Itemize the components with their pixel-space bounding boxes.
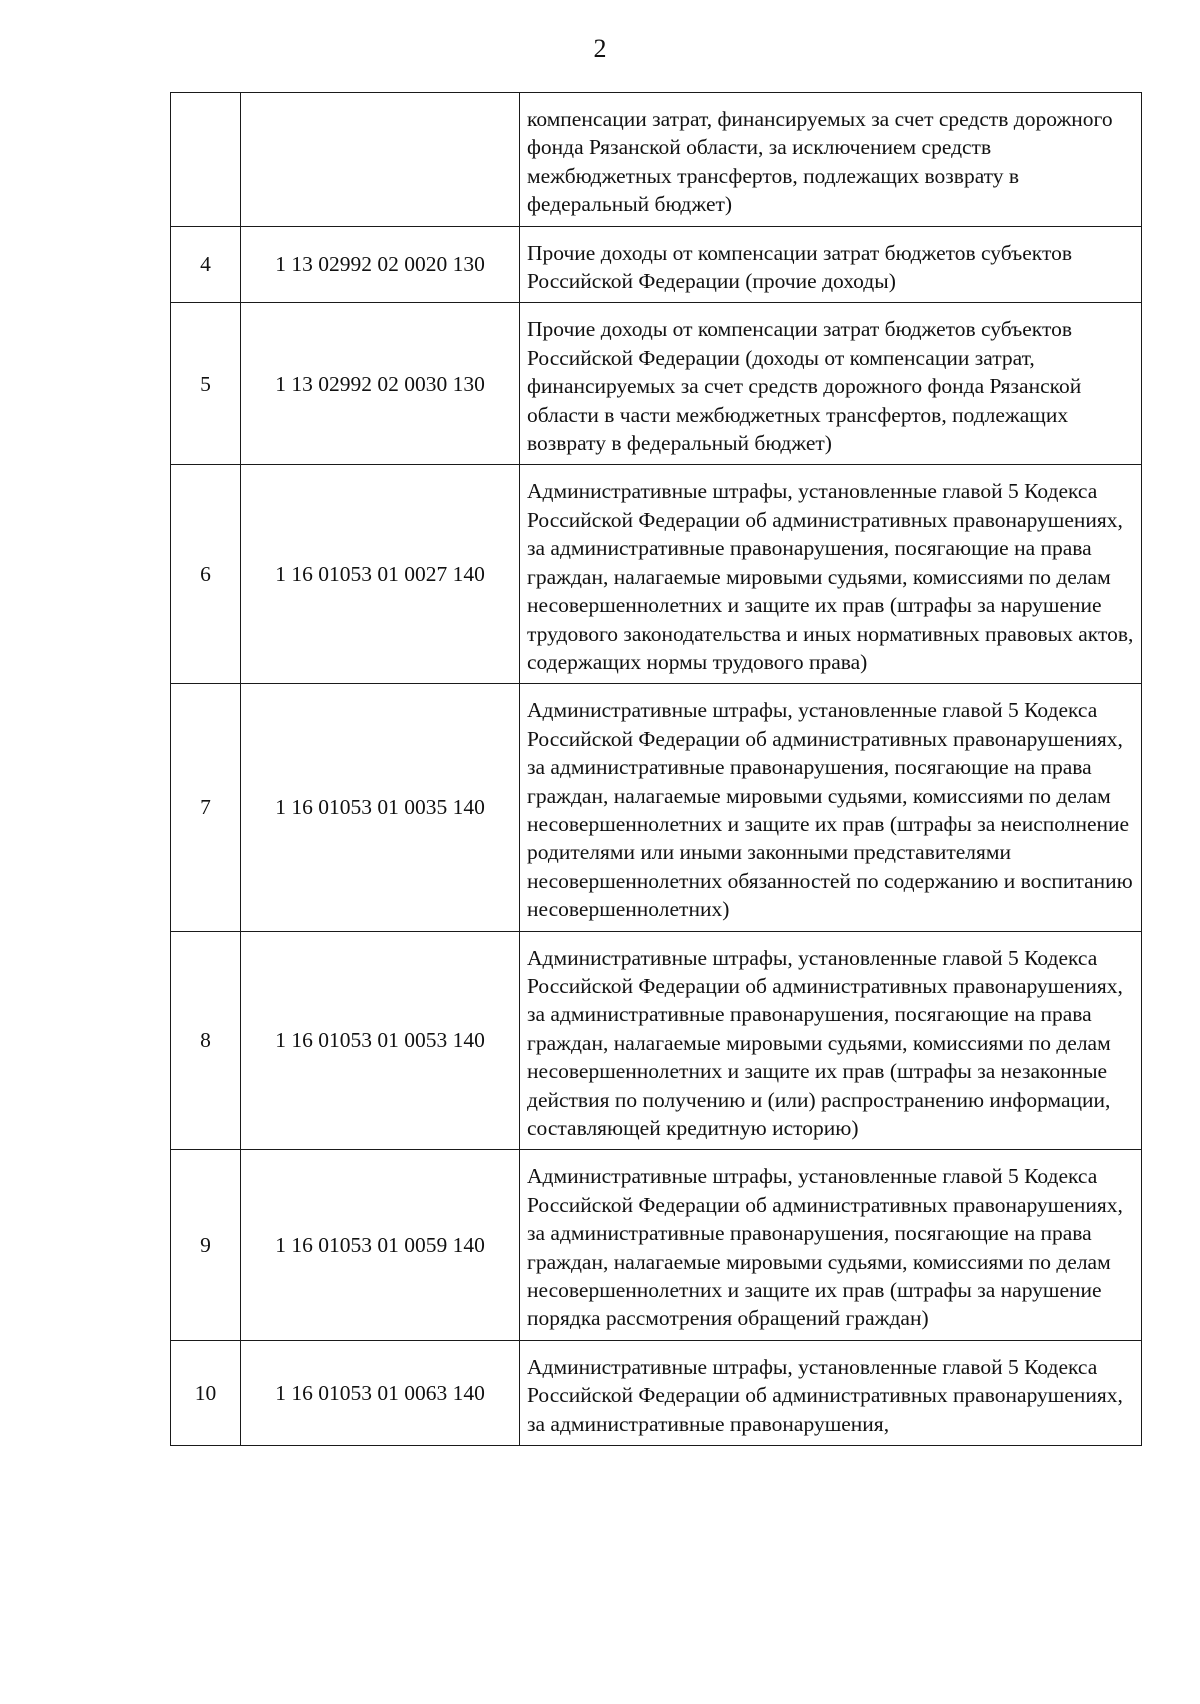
revenue-description: Административные штрафы, установленные главой 5 Кодекса Российской Федерации об административных правонарушениях, за административные правонарушения, [520,1340,1142,1445]
revenue-code [241,93,520,227]
table-row [171,1340,1142,1445]
page-number: 2 [593,34,607,63]
row-number: 6 [171,465,241,684]
revenue-code: 1 13 02992 02 0030 130 [241,303,520,465]
revenue-description: Административные штрафы, установленные главой 5 Кодекса Российской Федерации об административных правонарушениях, за административные правонарушения, посягающие на права граждан, налагаемые мировыми судьями, комиссиями по делам несовершеннолетних и защите их прав (штрафы за нарушение порядка рассмотрения обращений граждан) [520,1150,1142,1340]
table-row [171,226,1142,303]
table-row [171,93,1142,227]
revenue-code: 1 16 01053 01 0027 140 [241,465,520,684]
table-row [171,1150,1142,1340]
row-number: 5 [171,303,241,465]
row-number: 10 [171,1340,241,1445]
row-number: 9 [171,1150,241,1340]
row-number: 7 [171,684,241,931]
revenue-code: 1 16 01053 01 0035 140 [241,684,520,931]
revenue-description: Административные штрафы, установленные главой 5 Кодекса Российской Федерации об административных правонарушениях, за административные правонарушения, посягающие на права граждан, налагаемые мировыми судьями, комиссиями по делам несовершеннолетних и защите их прав (штрафы за незаконные действия по получению и (или) распространению информации, составляющей кредитную историю) [520,931,1142,1150]
revenue-description: Прочие доходы от компенсации затрат бюджетов субъектов Российской Федерации (доходы от компенсации затрат, финансируемых за счет средств дорожного фонда Рязанской области в части межбюджетных трансфертов, подлежащих возврату в федеральный бюджет) [520,303,1142,465]
revenue-description: компенсации затрат, финансируемых за счет средств дорожного фонда Рязанской области, за исключением средств межбюджетных трансфертов, подлежащих возврату в федеральный бюджет) [520,93,1142,227]
table-row [171,684,1142,931]
row-number: 4 [171,226,241,303]
table-row [171,303,1142,465]
row-number [171,93,241,227]
revenue-code: 1 16 01053 01 0063 140 [241,1340,520,1445]
revenue-description: Административные штрафы, установленные главой 5 Кодекса Российской Федерации об административных правонарушениях, за административные правонарушения, посягающие на права граждан, налагаемые мировыми судьями, комиссиями по делам несовершеннолетних и защите их прав (штрафы за нарушение трудового законодательства и иных нормативных правовых актов, содержащих нормы трудового права) [520,465,1142,684]
row-number: 8 [171,931,241,1150]
revenue-code: 1 16 01053 01 0059 140 [241,1150,520,1340]
revenue-code: 1 16 01053 01 0053 140 [241,931,520,1150]
revenue-description: Прочие доходы от компенсации затрат бюджетов субъектов Российской Федерации (прочие доходы) [520,226,1142,303]
revenue-code: 1 13 02992 02 0020 130 [241,226,520,303]
table-row [171,931,1142,1150]
table-row [171,465,1142,684]
revenue-description: Административные штрафы, установленные главой 5 Кодекса Российской Федерации об административных правонарушениях, за административные правонарушения, посягающие на права граждан, налагаемые мировыми судьями, комиссиями по делам несовершеннолетних и защите их прав (штрафы за неисполнение родителями или иными законными представителями несовершеннолетних обязанностей по содержанию и воспитанию несовершеннолетних) [520,684,1142,931]
revenue-codes-table [170,92,1142,1446]
